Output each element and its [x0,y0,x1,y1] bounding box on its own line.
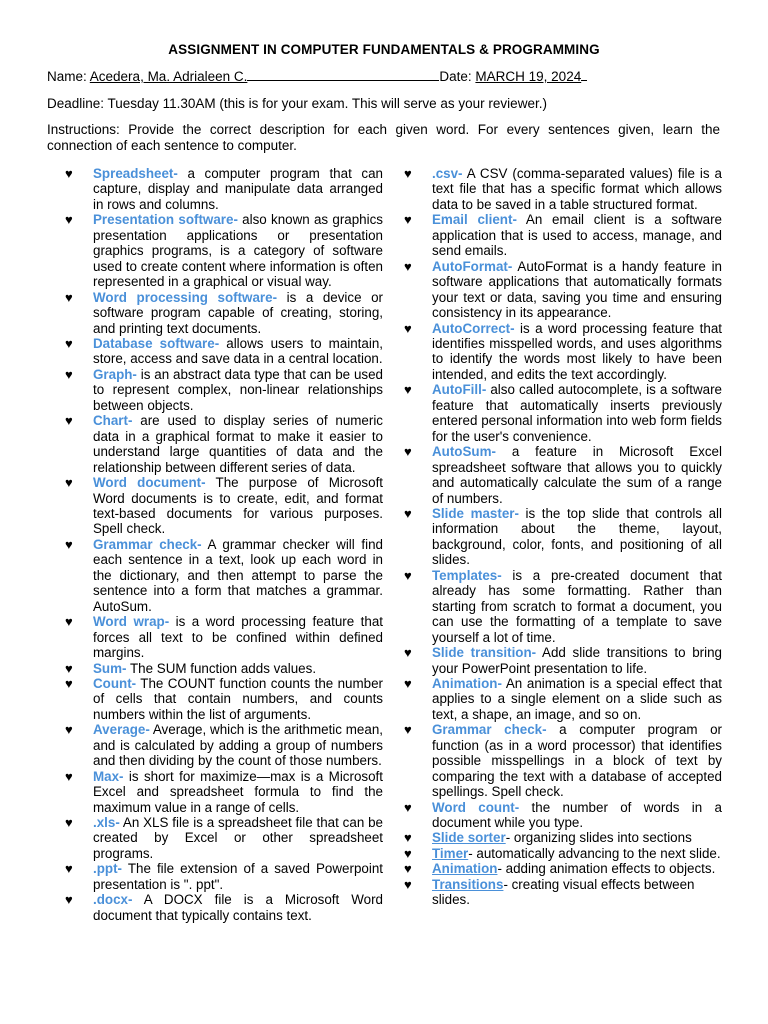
term-label: AutoSum- [432,444,496,460]
term-description: is the top slide that controls all information about the theme, layout, background, color, fonts, and positioning of all slides. [432,505,722,568]
term-description: The purpose of Microsoft Word documents is to create, edit, and format text-based documents for various purposes. Spell check. [93,475,384,537]
term-label: Slide transition- [432,645,537,661]
heart-bullet-icon: ♥ [404,861,412,877]
term-label: .ppt- [93,861,122,877]
term-description: a feature in Microsoft Excel spreadsheet software that allows you to quickly and automatically calculate the sum of a range of numbers. [432,444,722,506]
list-item [404,321,722,383]
term-description: - organizing slides into sections [505,830,692,846]
list-item [65,290,383,336]
heart-bullet-icon: ♥ [404,212,412,228]
term-description: is short for maximize—max is a Microsoft Excel and spreadsheet formula to find the maximum value in a range of cells. [93,768,383,815]
list-item [65,815,383,861]
heart-bullet-icon: ♥ [65,212,73,228]
term-description: is a pre-created document that already has some formatting. Rather than starting from scratch to format a document, you can use the formatting of a template to save yourself a lot of time. [432,567,722,645]
list-item [65,212,383,289]
heart-bullet-icon: ♥ [65,768,73,784]
list-item [65,413,383,475]
instructions-text: Instructions: Provide the correct description for each given word. For every sentences given, learn the connection of each sentence to computer. [47,122,720,153]
term-label: Word count- [432,799,520,815]
heart-bullet-icon: ♥ [404,567,412,583]
left-column [65,166,383,923]
term-description: also known as graphics presentation applications or presentation graphics programs, is a category of software used to create content where information is often represented in a graphical or visual way. [93,212,383,290]
term-label: Count- [93,675,137,691]
list-item [65,166,383,212]
term-label: AutoFill- [432,382,487,398]
list-item [404,382,722,444]
term-description: is a device or software program capable of creating, storing, and printing text documents. [93,289,383,336]
term-description: A grammar checker will find each sentence in a text, look up each word in the dictionary, and then attempt to parse the sentence into a form that matches a grammar. AutoSum. [93,536,383,614]
list-item [65,336,383,367]
heart-bullet-icon: ♥ [65,536,73,552]
term-description: The file extension of a saved Powerpoint presentation is ". ppt". [93,861,383,892]
term-label: Animation [432,861,498,877]
heart-bullet-icon: ♥ [65,614,73,630]
list-item [404,722,722,799]
list-item [404,800,722,831]
heart-bullet-icon: ♥ [65,660,73,676]
document-title: ASSIGNMENT IN COMPUTER FUNDAMENTALS & PROGRAMMING [168,42,600,57]
heart-bullet-icon: ♥ [404,505,412,521]
term-label: Max- [93,768,124,784]
list-item [65,367,383,413]
heart-bullet-icon: ♥ [404,320,412,336]
list-item [404,645,722,676]
term-description: is a word processing feature that identifies misspelled words, and uses algorithms to identify the words most likely to have been intended, and edits the text accordingly. [432,320,722,382]
term-description: An email client is a software application that is used to access, manage, and send emails. [432,212,722,259]
term-label: Word wrap- [93,614,170,630]
term-label: .docx- [93,892,133,908]
list-item [65,769,383,815]
term-description: A CSV (comma-separated values) file is a text file that has a specific format which allows data to be saved in a table structured format. [432,166,722,212]
list-item [65,537,383,614]
term-description: A DOCX file is a Microsoft Word document that typically contains text. [93,892,383,923]
name-label: Name: [47,69,90,84]
term-description: - automatically advancing to the next slide. [468,845,721,861]
term-label: Slide master- [432,505,519,521]
heart-bullet-icon: ♥ [65,861,73,877]
list-item [404,212,722,258]
term-description: An XLS file is a spreadsheet file that can be created by Excel or other spreadsheet programs. [93,815,383,861]
list-item [65,475,383,537]
list-item [404,830,722,845]
heart-bullet-icon: ♥ [65,335,73,351]
term-description: is an abstract data type that can be used to represent complex, non-linear relationships between objects. [93,366,383,413]
term-label: AutoCorrect- [432,320,515,336]
term-label: Email client- [432,212,517,228]
list-item [404,568,722,645]
heart-bullet-icon: ♥ [404,799,412,815]
term-description: a computer program that can capture, display and manipulate data arranged in rows and columns. [93,166,383,212]
term-label: Timer [432,845,469,861]
list-item [404,861,722,876]
term-label: Slide sorter [432,830,506,846]
heart-bullet-icon: ♥ [404,722,412,738]
list-item [65,676,383,722]
term-label: Grammar check- [93,536,202,552]
term-label: Word processing software- [93,289,278,305]
heart-bullet-icon: ♥ [65,289,73,305]
date-underline [581,69,587,81]
name-underline [247,69,439,81]
term-description: The SUM function adds values. [126,660,317,676]
term-description: also called autocomplete, is a software feature that automatically inserts previously entered personal information into web form fields for the user's convenience. [432,382,722,444]
term-label: Word document- [93,475,206,491]
term-label: Grammar check- [432,722,547,738]
heart-bullet-icon: ♥ [65,166,73,181]
term-label: .csv- [432,166,463,181]
list-item [404,259,722,321]
term-label: Presentation software- [93,212,238,228]
term-label: AutoFormat- [432,258,513,274]
term-description: Average, which is the arithmetic mean, and is calculated by adding a group of numbers and then dividing by the count of those numbers. [93,722,383,769]
list-item [404,166,722,212]
list-item [65,661,383,676]
date-label: Date: [439,69,476,84]
heart-bullet-icon: ♥ [404,876,412,892]
term-description: Add slide transitions to bring your PowerPoint presentation to life. [432,645,723,676]
right-column [404,166,722,908]
term-description: AutoFormat is a handy feature in software applications that automatically formats your text or data, saving you time and ensuring consistency in its appearance. [432,258,722,321]
list-item [404,877,722,908]
name-value: Acedera, Ma. Adrialeen C. [89,69,248,84]
heart-bullet-icon: ♥ [404,444,412,460]
heart-bullet-icon: ♥ [404,258,412,274]
heart-bullet-icon: ♥ [404,645,412,661]
heart-bullet-icon: ♥ [404,166,412,181]
list-item [65,861,383,892]
list-item [65,892,383,923]
term-label: Chart- [93,413,133,429]
heart-bullet-icon: ♥ [65,675,73,691]
term-description: An animation is a special effect that applies to a single element on a slide such as text, a shape, an image, and so on. [432,675,722,722]
heart-bullet-icon: ♥ [404,382,412,398]
term-label: Animation- [432,675,502,691]
heart-bullet-icon: ♥ [65,413,73,429]
term-description: - adding animation effects to objects. [497,861,716,877]
term-label: Transitions [432,876,504,892]
heart-bullet-icon: ♥ [65,366,73,382]
heart-bullet-icon: ♥ [65,892,73,908]
term-label: Templates- [432,567,502,583]
date-value: MARCH 19, 2024 [475,69,582,84]
list-item [65,614,383,660]
term-label: .xls- [93,815,120,831]
term-description: the number of words in a document while you type. [432,799,722,831]
heart-bullet-icon: ♥ [65,815,73,831]
term-label: Graph- [93,366,137,382]
list-item [404,846,722,861]
term-label: Average- [93,722,150,738]
term-description: a computer program or function (as in a word processor) that identifies possible misspellings in a block of text by comparing the text with a database of accepted spellings. Spell check. [432,722,722,800]
heart-bullet-icon: ♥ [404,675,412,691]
list-item [65,722,383,768]
term-description: - creating visual effects between slides. [432,876,695,908]
list-item [404,444,722,506]
term-label: Spreadsheet- [93,166,178,181]
list-item [404,506,722,568]
heart-bullet-icon: ♥ [65,475,73,491]
heart-bullet-icon: ♥ [404,830,412,846]
list-item [404,676,722,722]
term-description: are used to display series of numeric data in a graphical format to make it easier to understand large quantities of data and the relationship between different series of data. [93,413,383,475]
term-description: The COUNT function counts the number of cells that contain numbers, and counts numbers within the list of arguments. [93,675,383,722]
heart-bullet-icon: ♥ [404,845,412,861]
deadline-text: Deadline: Tuesday 11.30AM (this is for your exam. This will serve as your reviewer.) [47,96,547,111]
term-description: allows users to maintain, store, access and save data in a central location. [93,335,383,367]
name-date-line [47,69,727,84]
term-description: is a word processing feature that forces all text to be confined within defined margins. [93,614,383,661]
term-label: Sum- [93,660,127,676]
heart-bullet-icon: ♥ [65,722,73,738]
term-label: Database software- [93,335,220,351]
